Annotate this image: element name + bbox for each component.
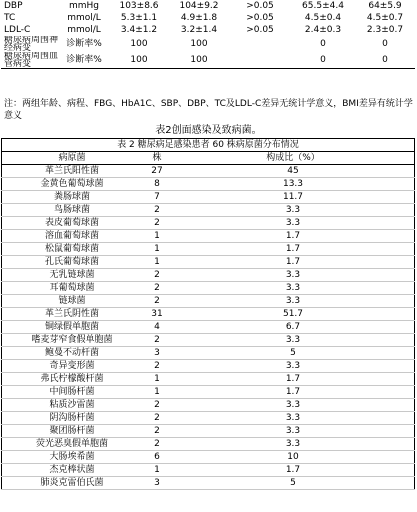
group-b: 3.2±1.4	[180, 25, 218, 35]
group-c: 0	[291, 52, 355, 69]
table-row	[2, 321, 415, 334]
ratio-percent: 5	[172, 347, 415, 360]
row-label: TC	[4, 13, 16, 23]
group-c: 2.4±0.3	[304, 25, 342, 35]
group-a: 3.4±1.2	[120, 25, 158, 35]
group-b: 104±9.2	[179, 1, 219, 11]
row-unit: mmol/L	[67, 25, 101, 35]
strain-count: 1	[142, 230, 172, 243]
ratio-percent: 3.3	[172, 295, 415, 308]
baseline-table	[1, 0, 415, 69]
p-value: >0.05	[246, 25, 274, 35]
pathogen-name: 阴沟肠杆菌	[2, 412, 143, 425]
table-row	[2, 464, 415, 477]
group-d: 2.3±0.7	[366, 25, 404, 35]
group-b: 100	[169, 52, 229, 69]
ratio-percent: 3.3	[172, 282, 415, 295]
ratio-percent: 45	[172, 165, 415, 178]
row-label: 糖尿病周围血管病变	[1, 52, 59, 69]
pathogen-name: 肺炎克雷伯氏菌	[2, 477, 143, 490]
pathogen-name: 表皮葡萄球菌	[2, 217, 143, 230]
pathogen-name: 大肠埃希菌	[2, 451, 143, 464]
strain-count: 2	[142, 334, 172, 347]
header-pathogen: 病原菌	[2, 152, 143, 165]
table-header-row	[2, 152, 415, 165]
p-value: >0.05	[246, 13, 274, 23]
strain-count: 2	[142, 269, 172, 282]
p-value	[229, 52, 291, 69]
row-label: 糖尿病周围神经病变	[4, 36, 59, 52]
ratio-percent: 1.7	[172, 256, 415, 269]
group-a: 100	[109, 52, 169, 69]
row-unit: 诊断率%	[59, 52, 109, 69]
group-c: 0	[320, 39, 326, 49]
table-row	[2, 269, 415, 282]
pathogen-table	[1, 138, 415, 490]
table-row	[2, 191, 415, 204]
ratio-percent: 3.3	[172, 438, 415, 451]
pathogen-name: 孔氏葡萄球菌	[2, 256, 143, 269]
pathogen-name: 粪肠球菌	[2, 191, 143, 204]
table-row	[2, 243, 415, 256]
pathogen-name: 嗜麦芽窄食假单胞菌	[2, 334, 143, 347]
strain-count: 2	[142, 217, 172, 230]
strain-count: 2	[142, 295, 172, 308]
ratio-percent: 1.7	[172, 230, 415, 243]
pathogen-name: 粘质沙雷菌	[2, 399, 143, 412]
ratio-percent: 1.7	[172, 373, 415, 386]
ratio-percent: 1.7	[172, 386, 415, 399]
strain-count: 7	[142, 191, 172, 204]
group-d: 4.5±0.7	[366, 13, 404, 23]
strain-count: 31	[142, 308, 172, 321]
pathogen-name: 荧光恶臭假单胞菌	[2, 438, 143, 451]
strain-count: 2	[142, 282, 172, 295]
pathogen-name: 链球菌	[2, 295, 143, 308]
pathogen-name: 松鼠葡萄球菌	[2, 243, 143, 256]
p-value: >0.05	[246, 1, 274, 11]
table-row	[2, 477, 415, 490]
ratio-percent: 1.7	[172, 243, 415, 256]
table-row	[2, 217, 415, 230]
ratio-percent: 3.3	[172, 204, 415, 217]
ratio-percent: 10	[172, 451, 415, 464]
ratio-percent: 13.3	[172, 178, 415, 191]
strain-count: 1	[142, 256, 172, 269]
table-row	[2, 282, 415, 295]
row-unit: 诊断率%	[66, 39, 102, 49]
strain-count: 27	[142, 165, 172, 178]
ratio-percent: 3.3	[172, 360, 415, 373]
table-row	[2, 412, 415, 425]
strain-count: 1	[142, 373, 172, 386]
group-a: 103±8.6	[119, 1, 159, 11]
group-d: 64±5.9	[368, 1, 402, 11]
row-label: LDL-C	[4, 25, 31, 35]
group-b: 100	[190, 39, 208, 49]
ratio-percent: 3.3	[172, 399, 415, 412]
ratio-percent: 5	[172, 477, 415, 490]
strain-count: 2	[142, 438, 172, 451]
pathogen-name: 革兰氏阳性菌	[2, 165, 143, 178]
group-a: 5.3±1.1	[120, 13, 158, 23]
strain-count: 6	[142, 451, 172, 464]
table-row	[1, 36, 415, 52]
table-row	[2, 178, 415, 191]
pathogen-name: 聚团肠杆菌	[2, 425, 143, 438]
strain-count: 2	[142, 360, 172, 373]
strain-count: 2	[142, 204, 172, 217]
strain-count: 2	[142, 412, 172, 425]
table-row	[1, 12, 415, 24]
ratio-percent: 51.7	[172, 308, 415, 321]
table-row	[2, 295, 415, 308]
ratio-percent: 3.3	[172, 217, 415, 230]
table-note: 注：两组年龄、病程、FBG、HbA1C、SBP、DBP、TC及LDL-C差异无统计学意义，BMI差异有统计学意义	[4, 99, 413, 121]
strain-count: 3	[142, 347, 172, 360]
header-count: 株	[142, 152, 172, 165]
pathogen-name: 耳葡萄球菌	[2, 282, 143, 295]
table-row	[1, 24, 415, 36]
table-row	[2, 373, 415, 386]
pathogen-name: 弗氏柠檬酸杆菌	[2, 373, 143, 386]
row-unit: mmol/L	[67, 13, 101, 23]
ratio-percent: 3.3	[172, 425, 415, 438]
table-row	[2, 438, 415, 451]
table-row	[2, 308, 415, 321]
group-c: 4.5±0.4	[304, 13, 342, 23]
section-caption: 表2创面感染及致病菌。	[155, 125, 262, 136]
group-a: 100	[130, 39, 148, 49]
group-d: 0	[355, 52, 415, 69]
table-title-row	[2, 139, 415, 152]
table-row	[2, 204, 415, 217]
strain-count: 2	[142, 425, 172, 438]
header-ratio: 构成比（%）	[172, 152, 415, 165]
pathogen-name: 革兰氏阴性菌	[2, 308, 143, 321]
strain-count: 1	[142, 464, 172, 477]
table-row	[2, 165, 415, 178]
strain-count: 2	[142, 399, 172, 412]
table-row	[2, 347, 415, 360]
table-row	[2, 230, 415, 243]
pathogen-name: 无乳链球菌	[2, 269, 143, 282]
ratio-percent: 3.3	[172, 269, 415, 282]
table-row	[2, 386, 415, 399]
table-row	[1, 0, 415, 12]
pathogen-name: 鸟肠球菌	[2, 204, 143, 217]
table-title: 表 2 糖尿病足感染患者 60 株病原菌分布情况	[2, 139, 415, 152]
p-value	[229, 36, 291, 52]
table-row	[2, 334, 415, 347]
strain-count: 1	[142, 243, 172, 256]
strain-count: 4	[142, 321, 172, 334]
strain-count: 3	[142, 477, 172, 490]
group-d: 0	[382, 39, 388, 49]
pathogen-name: 金黄色葡萄球菌	[2, 178, 143, 191]
ratio-percent: 6.7	[172, 321, 415, 334]
pathogen-name: 杰克棒状菌	[2, 464, 143, 477]
group-c: 65.5±4.4	[302, 1, 344, 11]
table-row	[1, 52, 415, 69]
table-row	[2, 451, 415, 464]
strain-count: 1	[142, 386, 172, 399]
pathogen-name: 溶血葡萄球菌	[2, 230, 143, 243]
pathogen-name: 鲍曼不动杆菌	[2, 347, 143, 360]
table-row	[2, 256, 415, 269]
row-unit: mmHg	[68, 1, 99, 11]
pathogen-name: 铜绿假单胞菌	[2, 321, 143, 334]
ratio-percent: 1.7	[172, 464, 415, 477]
ratio-percent: 3.3	[172, 412, 415, 425]
row-label: DBP	[4, 1, 23, 11]
ratio-percent: 11.7	[172, 191, 415, 204]
pathogen-name: 奇异变形菌	[2, 360, 143, 373]
table-row	[2, 425, 415, 438]
strain-count: 8	[142, 178, 172, 191]
ratio-percent: 3.3	[172, 334, 415, 347]
pathogen-name: 中间肠杆菌	[2, 386, 143, 399]
table-row	[2, 399, 415, 412]
group-b: 4.9±1.8	[180, 13, 218, 23]
table-row	[2, 360, 415, 373]
